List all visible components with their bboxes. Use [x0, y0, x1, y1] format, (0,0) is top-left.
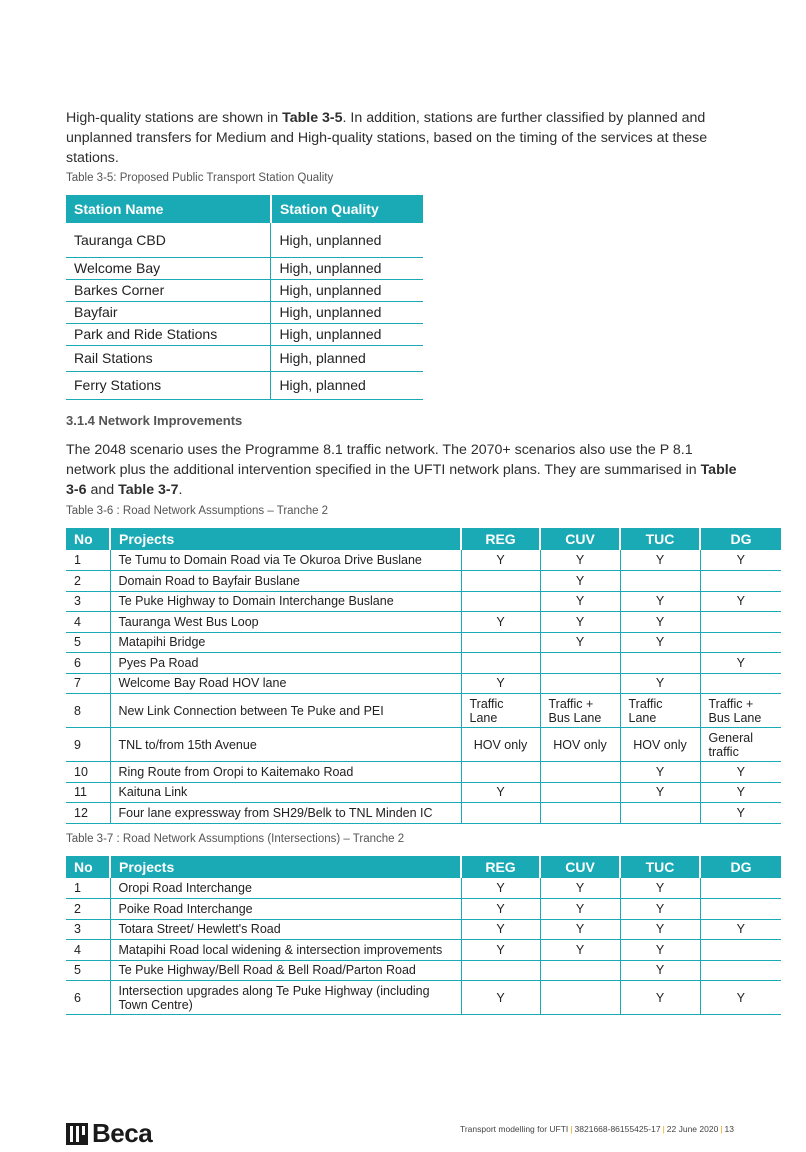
column-header: No	[66, 856, 110, 878]
table-cell: 7	[66, 673, 110, 694]
table-cell: Oropi Road Interchange	[110, 878, 461, 899]
table-cell: Matapihi Road local widening & intersection improvements	[110, 940, 461, 961]
table-row	[66, 694, 781, 728]
table-cell: 8	[66, 694, 110, 728]
column-header: CUV	[540, 528, 620, 550]
column-header: Station Quality	[271, 195, 423, 223]
table-row	[66, 371, 423, 399]
table-cell: High, unplanned	[271, 257, 423, 279]
table-cell: Y	[461, 782, 540, 803]
table-row	[66, 919, 781, 940]
table-cell	[540, 803, 620, 824]
intro-table-ref: Table 3-5	[282, 110, 343, 126]
logo-mark-icon	[66, 1123, 88, 1145]
table35-caption: Table 3-5: Proposed Public Transport Station Quality	[66, 172, 334, 184]
table-cell: 12	[66, 803, 110, 824]
table-cell: Ferry Stations	[66, 371, 271, 399]
intro-paragraph	[66, 108, 746, 168]
column-header: REG	[461, 528, 540, 550]
table-cell: TNL to/from 15th Avenue	[110, 728, 461, 762]
station-quality-table	[66, 195, 423, 400]
table-cell: Y	[461, 612, 540, 633]
table-cell	[540, 673, 620, 694]
table-cell: Barkes Corner	[66, 279, 271, 301]
table-row	[66, 653, 781, 674]
table-cell: Welcome Bay	[66, 257, 271, 279]
column-header: Projects	[110, 528, 461, 550]
table-cell: Domain Road to Bayfair Buslane	[110, 571, 461, 592]
intro-text-cont: . In addition, stations are further classified by planned and unplanned transfers for Medium and High-quality stations, based on the timing of the services at these stations.	[66, 110, 708, 166]
footer-doc-title: Transport modelling for UFTI	[459, 1124, 569, 1134]
table-cell: 10	[66, 762, 110, 783]
table-cell: Tauranga CBD	[66, 223, 271, 257]
table-cell	[700, 612, 781, 633]
table-cell	[700, 632, 781, 653]
table-cell	[540, 782, 620, 803]
table-row	[66, 571, 781, 592]
table-cell: Y	[620, 899, 700, 920]
table-cell	[461, 803, 540, 824]
table-cell: High, unplanned	[271, 301, 423, 323]
table-cell	[461, 632, 540, 653]
table-cell: 11	[66, 782, 110, 803]
table-cell: HOV only	[540, 728, 620, 762]
table-cell: Y	[540, 612, 620, 633]
table-cell: Y	[620, 591, 700, 612]
table-cell: Y	[461, 981, 540, 1015]
table-row	[66, 899, 781, 920]
table-header-row	[66, 528, 781, 550]
table-cell	[700, 571, 781, 592]
table-cell	[620, 571, 700, 592]
table-cell: Four lane expressway from SH29/Belk to TNL Minden IC	[110, 803, 461, 824]
table-row	[66, 550, 781, 571]
logo-text: Beca	[92, 1118, 153, 1148]
table-row	[66, 632, 781, 653]
table-cell: 2	[66, 571, 110, 592]
table-cell: 6	[66, 981, 110, 1015]
table-cell: HOV only	[620, 728, 700, 762]
table-cell	[540, 762, 620, 783]
table-cell: High, unplanned	[271, 323, 423, 345]
table-cell: Y	[540, 878, 620, 899]
table-cell: Traffic + Bus Lane	[700, 694, 781, 728]
table37-caption: Table 3-7 : Road Network Assumptions (Intersections) – Tranche 2	[66, 833, 405, 845]
footer-doc-ref: 3821668-86155425-17	[574, 1124, 661, 1134]
table-row	[66, 878, 781, 899]
table-cell: Y	[461, 550, 540, 571]
table-cell: Y	[620, 960, 700, 981]
table-cell	[540, 981, 620, 1015]
table-cell: 1	[66, 550, 110, 571]
table-cell: Y	[540, 919, 620, 940]
table-cell: Totara Street/ Hewlett's Road	[110, 919, 461, 940]
section-text-b: and	[86, 482, 119, 498]
table-cell: Y	[540, 550, 620, 571]
table-cell: High, unplanned	[271, 223, 423, 257]
table-cell	[700, 673, 781, 694]
section-heading: 3.1.4 Network Improvements	[66, 413, 243, 428]
column-header: TUC	[620, 856, 700, 878]
table-cell: Te Tumu to Domain Road via Te Okuroa Drive Buslane	[110, 550, 461, 571]
table-cell: Y	[620, 762, 700, 783]
table-row	[66, 279, 423, 301]
table-cell: 3	[66, 919, 110, 940]
table-header-row	[66, 195, 423, 223]
table-cell: Park and Ride Stations	[66, 323, 271, 345]
table-cell: 9	[66, 728, 110, 762]
table-cell: Y	[461, 899, 540, 920]
table-cell	[620, 653, 700, 674]
intro-text: High-quality stations are shown in	[66, 110, 283, 126]
table-cell	[700, 899, 781, 920]
table-cell: 2	[66, 899, 110, 920]
table-row	[66, 323, 423, 345]
beca-logo	[66, 1118, 152, 1149]
table-cell: Y	[620, 632, 700, 653]
table-cell: Y	[620, 919, 700, 940]
table-row	[66, 223, 423, 257]
table-cell: Y	[620, 550, 700, 571]
table-cell: Y	[620, 612, 700, 633]
table-cell	[700, 940, 781, 961]
table-cell: Kaituna Link	[110, 782, 461, 803]
column-header: No	[66, 528, 110, 550]
table-cell: Traffic Lane	[461, 694, 540, 728]
column-header: CUV	[540, 856, 620, 878]
table-cell: 5	[66, 960, 110, 981]
table-cell: General traffic	[700, 728, 781, 762]
table-cell	[620, 803, 700, 824]
table-cell: 4	[66, 612, 110, 633]
table-cell: Rail Stations	[66, 345, 271, 371]
table-cell: Tauranga West Bus Loop	[110, 612, 461, 633]
table-cell: Y	[620, 782, 700, 803]
table-row	[66, 940, 781, 961]
table-cell: Y	[620, 940, 700, 961]
table-cell: Welcome Bay Road HOV lane	[110, 673, 461, 694]
table-cell: Y	[461, 673, 540, 694]
table-cell: Y	[540, 571, 620, 592]
table-row	[66, 591, 781, 612]
table-cell	[461, 591, 540, 612]
table-cell: High, planned	[271, 345, 423, 371]
table-cell	[700, 960, 781, 981]
table-cell	[540, 653, 620, 674]
table-cell	[461, 762, 540, 783]
section-ref2: Table 3-7	[118, 482, 179, 498]
page-number: 13	[724, 1124, 734, 1134]
table-cell: 4	[66, 940, 110, 961]
table-cell: Y	[700, 919, 781, 940]
table36-caption: Table 3-6 : Road Network Assumptions – Tranche 2	[66, 505, 329, 517]
table-cell: New Link Connection between Te Puke and PEI	[110, 694, 461, 728]
table-cell: 5	[66, 632, 110, 653]
table-cell: 3	[66, 591, 110, 612]
column-header: DG	[700, 856, 781, 878]
section-paragraph	[66, 440, 746, 500]
table-cell: 6	[66, 653, 110, 674]
table-cell: Matapihi Bridge	[110, 632, 461, 653]
table-cell	[540, 960, 620, 981]
table-cell: Intersection upgrades along Te Puke Highway (including Town Centre)	[110, 981, 461, 1015]
table-cell: HOV only	[461, 728, 540, 762]
table-row	[66, 960, 781, 981]
table-cell: Y	[700, 550, 781, 571]
table-row	[66, 257, 423, 279]
table-cell	[461, 653, 540, 674]
table-cell: 1	[66, 878, 110, 899]
table-row	[66, 612, 781, 633]
column-header: TUC	[620, 528, 700, 550]
table-cell: Pyes Pa Road	[110, 653, 461, 674]
footer-date: 22 June 2020	[666, 1124, 719, 1134]
table-cell: Y	[700, 653, 781, 674]
table-cell: Y	[700, 762, 781, 783]
table-cell: Y	[700, 981, 781, 1015]
column-header: Station Name	[66, 195, 271, 223]
table-cell	[700, 878, 781, 899]
table-row	[66, 782, 781, 803]
table-row	[66, 981, 781, 1015]
section-text: The 2048 scenario uses the Programme 8.1 traffic network. The 2070+ scenarios also use the P 8.1 network plus the additional intervention specified in the UFTI network plans. They are summarised in	[66, 442, 701, 478]
table-row	[66, 673, 781, 694]
table-cell: High, unplanned	[271, 279, 423, 301]
page-footer: Transport modelling for UFTI | 3821668-86155425-17 | 22 June 2020 | 13	[459, 1124, 734, 1134]
table-cell: Te Puke Highway/Bell Road & Bell Road/Parton Road	[110, 960, 461, 981]
table-cell: Traffic + Bus Lane	[540, 694, 620, 728]
table-cell: Traffic Lane	[620, 694, 700, 728]
table-header-row	[66, 856, 781, 878]
table-cell: Y	[700, 782, 781, 803]
column-header: DG	[700, 528, 781, 550]
table-cell: High, planned	[271, 371, 423, 399]
table-cell: Y	[461, 940, 540, 961]
table-row	[66, 803, 781, 824]
table-cell: Y	[700, 591, 781, 612]
table-cell: Y	[461, 919, 540, 940]
table-cell: Y	[540, 940, 620, 961]
table-cell	[461, 571, 540, 592]
table-row	[66, 762, 781, 783]
table-cell: Y	[540, 899, 620, 920]
section-ref1: Table 3-6	[66, 462, 737, 498]
column-header: Projects	[110, 856, 461, 878]
table-cell: Y	[540, 591, 620, 612]
road-network-table	[66, 528, 781, 824]
table-cell: Y	[540, 632, 620, 653]
table-cell: Y	[620, 673, 700, 694]
table-cell: Te Puke Highway to Domain Interchange Buslane	[110, 591, 461, 612]
intersection-table	[66, 856, 781, 1015]
table-cell: Y	[700, 803, 781, 824]
table-row	[66, 345, 423, 371]
table-cell	[461, 960, 540, 981]
table-cell: Poike Road Interchange	[110, 899, 461, 920]
table-cell: Bayfair	[66, 301, 271, 323]
table-row	[66, 301, 423, 323]
column-header: REG	[461, 856, 540, 878]
section-text-c: .	[178, 482, 183, 498]
table-row	[66, 728, 781, 762]
table-cell: Y	[620, 981, 700, 1015]
table-cell: Y	[620, 878, 700, 899]
table-cell: Y	[461, 878, 540, 899]
table-cell: Ring Route from Oropi to Kaitemako Road	[110, 762, 461, 783]
